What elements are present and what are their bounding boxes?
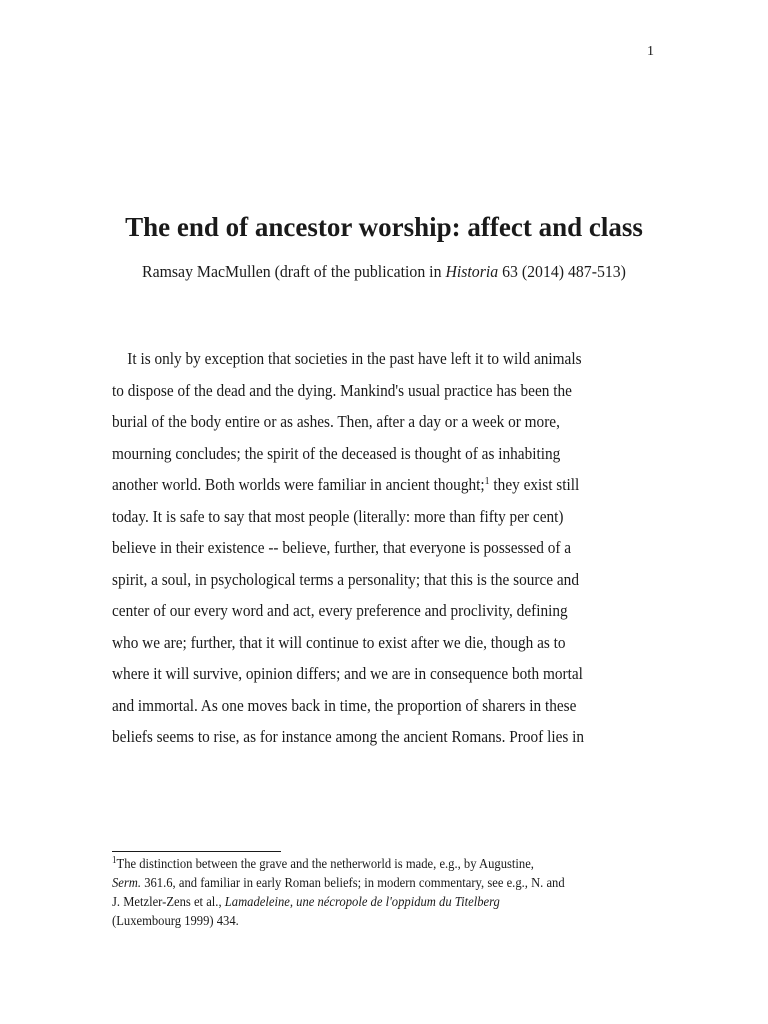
- footnote-line: [112, 855, 603, 874]
- byline-citation: 63 (2014) 487-513): [498, 262, 626, 281]
- footnote-line: [112, 874, 603, 893]
- body-line: spirit, a soul, in psychological terms a personality; that this is the source and: [112, 569, 579, 589]
- byline: [27, 262, 741, 282]
- body-line: where it will survive, opinion differs; and we are in consequence both mortal: [112, 664, 583, 683]
- footnote-separator: [112, 851, 281, 852]
- footnote-source-title: Serm.: [112, 876, 142, 891]
- footnote-reference[interactable]: 1: [484, 475, 490, 487]
- body-line: [112, 469, 603, 501]
- byline-journal: Historia: [445, 262, 499, 281]
- body-line: today. It is safe to say that most people (literally: more than fifty per cent): [112, 506, 564, 526]
- body-line-text: they exist still: [489, 475, 580, 494]
- footnote-text: The distinction between the grave and the netherworld is made, e.g., by Augustine,: [116, 857, 534, 872]
- footnote-line: [112, 893, 603, 912]
- body-line: mourning concludes; the spirit of the deceased is thought of as inhabiting: [112, 443, 561, 463]
- byline-author: Ramsay MacMullen (draft of the publication in: [142, 262, 446, 281]
- body-line: and immortal. As one moves back in time, the proportion of sharers in these: [112, 695, 577, 715]
- footnote-text: 361.6, and familiar in early Roman beliefs; in modern commentary, see e.g., N. and: [141, 876, 565, 891]
- body-paragraph: [112, 343, 657, 753]
- body-line: believe in their existence -- believe, further, that everyone is possessed of a: [112, 538, 572, 557]
- page-number: 1: [647, 44, 654, 59]
- body-line: who we are; further, that it will continue to exist after we die, though as to: [112, 632, 566, 652]
- article-title: The end of ancestor worship: affect and class: [125, 212, 643, 242]
- body-line: burial of the body entire or as ashes. Then, after a day or a week or more,: [112, 412, 560, 431]
- footnote: [112, 855, 657, 931]
- body-line: to dispose of the dead and the dying. Mankind's usual practice has been the: [112, 380, 572, 400]
- footnote-line: (Luxembourg 1999) 434.: [112, 914, 239, 929]
- body-line: beliefs seems to rise, as for instance among the ancient Romans. Proof lies in: [112, 727, 585, 746]
- body-line-text: another world. Both worlds were familiar in ancient thought;: [112, 475, 485, 494]
- footnote-marker: 1: [112, 855, 117, 866]
- body-line: It is only by exception that societies in the past have left it to wild animals: [127, 349, 582, 368]
- footnote-text: J. Metzler-Zens et al.,: [112, 895, 225, 910]
- footnote-book-title: Lamadeleine, une nécropole de l'oppidum du Titelberg: [224, 895, 500, 910]
- body-line: center of our every word and act, every preference and proclivity, defining: [112, 601, 568, 620]
